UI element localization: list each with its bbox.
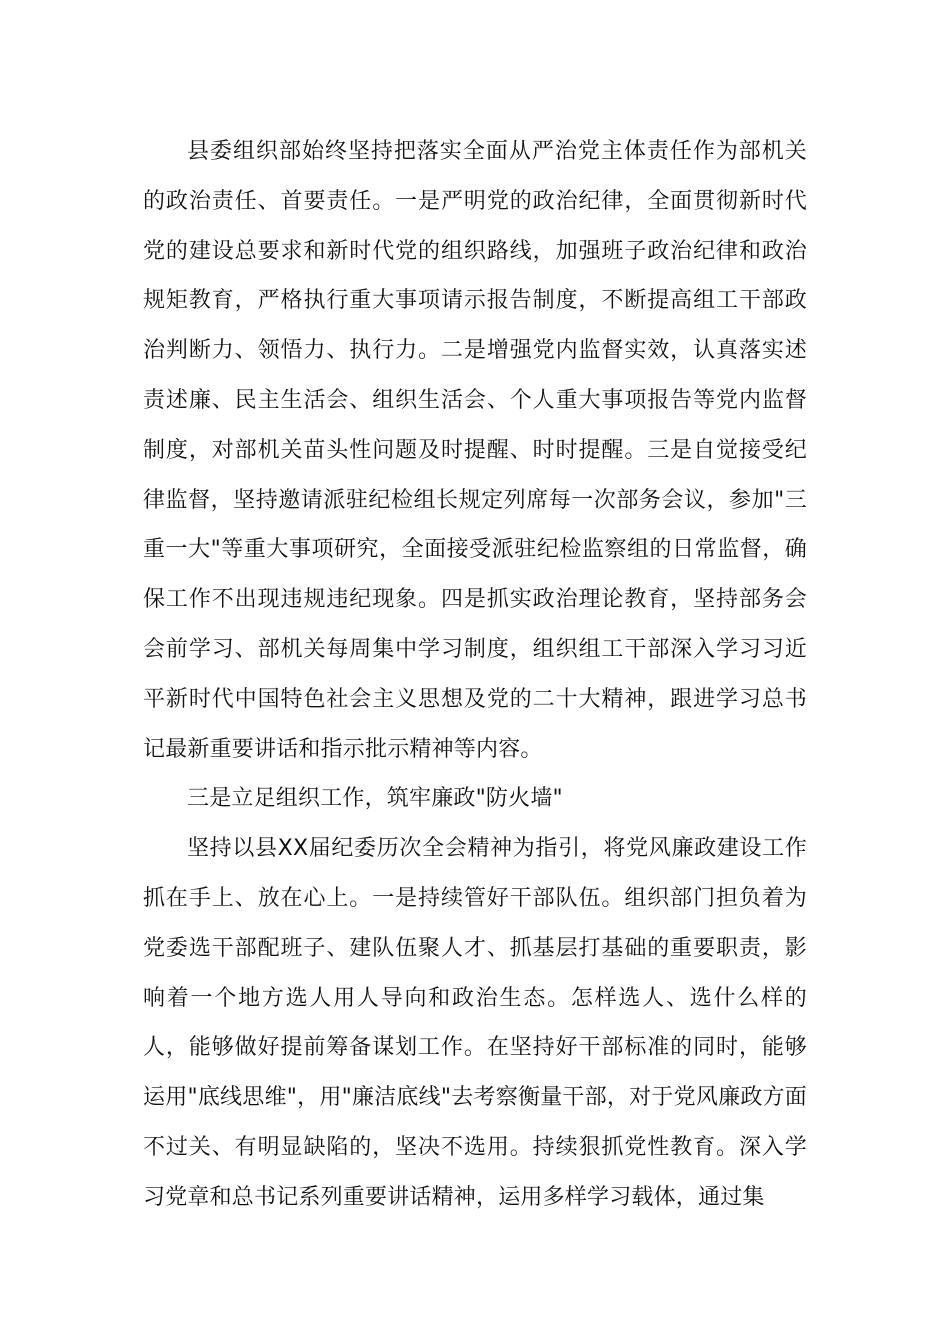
section-heading-firewall: 三是立足组织工作，筑牢廉政"防火墙"	[187, 786, 563, 812]
document-body	[143, 127, 807, 1223]
paragraph-party-responsibility: 县委组织部始终坚持把落实全面从严治党主体责任作为部机关的政治责任、首要责任。一是严明党的政治纪律，全面贯彻新时代党的建设总要求和新时代党的组织路线，加强班子政治纪律和政治规矩教育，严格执行重大事项请示报告制度，不断提高组工干部政治判断力、领悟力、执行力。二是增强党内监督实效，认真落实述责述廉、民主生活会、组织生活会、个人重大事项报告等党内监督制度，对部机关苗头性问题及时提醒、时时提醒。三是自觉接受纪律监督，坚持邀请派驻纪检组长规定列席每一次部务会议，参加"三重一大"等重大事项研究，全面接受派驻纪检监察组的日常监督，确保工作不出现违规违纪现象。四是抓实政治理论教育，坚持部务会会前学习、部机关每周集中学习制度，组织组工干部深入学习习近平新时代中国特色社会主义思想及党的二十大精神，跟进学习总书记最新重要讲话和指示批示精神等内容。	[143, 139, 807, 762]
paragraph-cadre-management: 坚持以县XX届纪委历次全会精神为指引，将党风廉政建设工作抓在手上、放在心上。一是持续管好干部队伍。组织部门担负着为党委选干部配班子、建队伍聚人才、抓基层打基础的重要职责，影响着一个地方选人用人导向和政治生态。怎样选人、选什么样的人，能够做好提前筹备谋划工作。在坚持好干部标准的同时，能够运用"底线思维"，用"廉洁底线"去考察衡量干部，对于党风廉政方面不过关、有明显缺陷的，坚决不选用。持续狠抓党性教育。深入学习党章和总书记系列重要讲话精神，运用多样学习载体，通过集	[143, 836, 807, 1210]
